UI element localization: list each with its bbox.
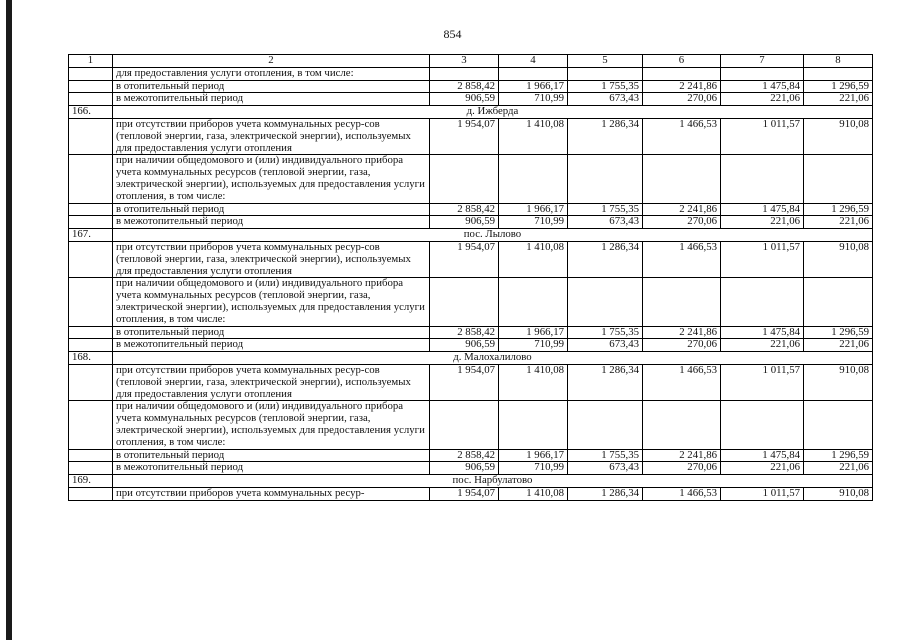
value-cell: [430, 401, 499, 449]
value-cell: 221,06: [804, 216, 873, 229]
description-cell: в отопительный период: [113, 80, 430, 93]
description-cell: при наличии общедомового и (или) индивидуального прибора учета коммунальных ресурсов (тепловой энергии, газа, электрической энергии), используемых для предоставления услуги отопления, в том числе:: [113, 401, 430, 449]
table-row: [69, 326, 873, 339]
tariff-table: [68, 54, 873, 501]
description-cell: в межотопительный период: [113, 462, 430, 475]
value-cell: 1 475,84: [721, 203, 804, 216]
row-number-cell: [69, 93, 113, 106]
description-cell: в отопительный период: [113, 326, 430, 339]
column-header: 7: [721, 55, 804, 68]
value-cell: 1 466,53: [643, 241, 721, 277]
locality-name-cell: пос. Лылово: [113, 229, 873, 242]
value-cell: 1 296,59: [804, 449, 873, 462]
value-cell: [568, 155, 643, 203]
value-cell: 910,08: [804, 118, 873, 154]
section-number-cell: 169.: [69, 475, 113, 488]
table-row: [69, 203, 873, 216]
column-header: 1: [69, 55, 113, 68]
value-cell: 673,43: [568, 462, 643, 475]
value-cell: 1 410,08: [499, 364, 568, 400]
value-cell: [430, 67, 499, 80]
table-row: [69, 278, 873, 326]
value-cell: 906,59: [430, 339, 499, 352]
description-cell: в отопительный период: [113, 449, 430, 462]
row-number-cell: [69, 241, 113, 277]
value-cell: 710,99: [499, 462, 568, 475]
table-row: [69, 462, 873, 475]
page-number: 854: [443, 27, 462, 41]
value-cell: 2 858,42: [430, 80, 499, 93]
column-header: 8: [804, 55, 873, 68]
value-cell: 2 241,86: [643, 203, 721, 216]
value-cell: 270,06: [643, 462, 721, 475]
description-cell: при отсутствии приборов учета коммунальных ресур-сов (тепловой энергии, газа, электрической энергии), используемых для предоставления услуги отопления: [113, 364, 430, 400]
row-number-cell: [69, 364, 113, 400]
column-header: 3: [430, 55, 499, 68]
value-cell: 1 410,08: [499, 487, 568, 500]
column-header: 4: [499, 55, 568, 68]
value-cell: 1 011,57: [721, 118, 804, 154]
description-cell: в межотопительный период: [113, 93, 430, 106]
value-cell: 1 475,84: [721, 326, 804, 339]
header-row: [69, 55, 873, 68]
value-cell: 1 954,07: [430, 364, 499, 400]
column-header: 6: [643, 55, 721, 68]
locality-row: [69, 106, 873, 119]
value-cell: 1 954,07: [430, 487, 499, 500]
row-number-cell: [69, 80, 113, 93]
value-cell: 1 296,59: [804, 326, 873, 339]
table-row: [69, 216, 873, 229]
value-cell: 1 286,34: [568, 487, 643, 500]
locality-row: [69, 475, 873, 488]
value-cell: 673,43: [568, 216, 643, 229]
value-cell: 221,06: [804, 462, 873, 475]
table-row: [69, 401, 873, 449]
value-cell: 2 241,86: [643, 449, 721, 462]
value-cell: [568, 278, 643, 326]
value-cell: 1 296,59: [804, 203, 873, 216]
description-cell: для предоставления услуги отопления, в том числе:: [113, 67, 430, 80]
value-cell: [499, 155, 568, 203]
table-row: [69, 339, 873, 352]
value-cell: 1 755,35: [568, 203, 643, 216]
value-cell: 1 954,07: [430, 241, 499, 277]
description-cell: при отсутствии приборов учета коммунальных ресур-: [113, 487, 430, 500]
row-number-cell: [69, 339, 113, 352]
value-cell: 2 241,86: [643, 80, 721, 93]
value-cell: [643, 278, 721, 326]
description-cell: в межотопительный период: [113, 216, 430, 229]
value-cell: 1 410,08: [499, 118, 568, 154]
table-row: [69, 487, 873, 500]
value-cell: 1 954,07: [430, 118, 499, 154]
value-cell: 1 011,57: [721, 241, 804, 277]
value-cell: 710,99: [499, 339, 568, 352]
value-cell: 710,99: [499, 93, 568, 106]
table-row: [69, 67, 873, 80]
locality-name-cell: пос. Нарбулатово: [113, 475, 873, 488]
table-row: [69, 364, 873, 400]
value-cell: 1 286,34: [568, 241, 643, 277]
value-cell: 1 475,84: [721, 449, 804, 462]
value-cell: 1 466,53: [643, 364, 721, 400]
value-cell: 1 966,17: [499, 80, 568, 93]
value-cell: 1 466,53: [643, 487, 721, 500]
value-cell: [430, 278, 499, 326]
value-cell: [568, 67, 643, 80]
value-cell: 906,59: [430, 216, 499, 229]
value-cell: 1 755,35: [568, 326, 643, 339]
row-number-cell: [69, 203, 113, 216]
table-row: [69, 118, 873, 154]
value-cell: 270,06: [643, 339, 721, 352]
table-row: [69, 93, 873, 106]
value-cell: 221,06: [804, 339, 873, 352]
description-cell: при отсутствии приборов учета коммунальных ресур-сов (тепловой энергии, газа, электрической энергии), используемых для предоставления услуги отопления: [113, 241, 430, 277]
scan-edge-bar: [6, 0, 12, 640]
locality-name-cell: д. Ижберда: [113, 106, 873, 119]
table-row: [69, 155, 873, 203]
value-cell: 910,08: [804, 364, 873, 400]
description-cell: в отопительный период: [113, 203, 430, 216]
value-cell: 1 286,34: [568, 118, 643, 154]
value-cell: 221,06: [721, 216, 804, 229]
value-cell: 1 410,08: [499, 241, 568, 277]
value-cell: [430, 155, 499, 203]
value-cell: 1 475,84: [721, 80, 804, 93]
row-number-cell: [69, 462, 113, 475]
row-number-cell: [69, 278, 113, 326]
value-cell: [643, 401, 721, 449]
locality-row: [69, 352, 873, 365]
table-row: [69, 241, 873, 277]
value-cell: [721, 155, 804, 203]
value-cell: 270,06: [643, 93, 721, 106]
table-body: [69, 55, 873, 501]
value-cell: 221,06: [721, 93, 804, 106]
value-cell: [499, 278, 568, 326]
section-number-cell: 166.: [69, 106, 113, 119]
row-number-cell: [69, 326, 113, 339]
value-cell: 1 966,17: [499, 326, 568, 339]
value-cell: [643, 67, 721, 80]
value-cell: [804, 278, 873, 326]
row-number-cell: [69, 487, 113, 500]
value-cell: 1 466,53: [643, 118, 721, 154]
description-cell: при наличии общедомового и (или) индивидуального прибора учета коммунальных ресурсов (тепловой энергии, газа, электрической энергии), используемых для предоставления услуги отопления, в том числе:: [113, 278, 430, 326]
description-cell: при отсутствии приборов учета коммунальных ресур-сов (тепловой энергии, газа, электрической энергии), используемых для предоставления услуги отопления: [113, 118, 430, 154]
locality-row: [69, 229, 873, 242]
row-number-cell: [69, 67, 113, 80]
value-cell: 910,08: [804, 487, 873, 500]
value-cell: [568, 401, 643, 449]
value-cell: [721, 67, 804, 80]
description-cell: при наличии общедомового и (или) индивидуального прибора учета коммунальных ресурсов (тепловой энергии, газа, электрической энергии), используемых для предоставления услуги отопления, в том числе:: [113, 155, 430, 203]
value-cell: 1 296,59: [804, 80, 873, 93]
value-cell: [721, 278, 804, 326]
value-cell: 221,06: [804, 93, 873, 106]
locality-name-cell: д. Малохалилово: [113, 352, 873, 365]
value-cell: 1 966,17: [499, 203, 568, 216]
row-number-cell: [69, 216, 113, 229]
value-cell: [499, 67, 568, 80]
value-cell: [643, 155, 721, 203]
value-cell: 673,43: [568, 339, 643, 352]
section-number-cell: 167.: [69, 229, 113, 242]
table-row: [69, 80, 873, 93]
value-cell: 270,06: [643, 216, 721, 229]
value-cell: 2 858,42: [430, 203, 499, 216]
value-cell: 2 858,42: [430, 449, 499, 462]
value-cell: 906,59: [430, 462, 499, 475]
value-cell: 906,59: [430, 93, 499, 106]
row-number-cell: [69, 155, 113, 203]
column-header: 5: [568, 55, 643, 68]
value-cell: 910,08: [804, 241, 873, 277]
value-cell: 1 011,57: [721, 487, 804, 500]
row-number-cell: [69, 449, 113, 462]
value-cell: [721, 401, 804, 449]
value-cell: 2 858,42: [430, 326, 499, 339]
value-cell: 673,43: [568, 93, 643, 106]
value-cell: 710,99: [499, 216, 568, 229]
row-number-cell: [69, 118, 113, 154]
value-cell: 1 011,57: [721, 364, 804, 400]
value-cell: 221,06: [721, 462, 804, 475]
value-cell: [804, 401, 873, 449]
value-cell: 1 755,35: [568, 449, 643, 462]
value-cell: 1 966,17: [499, 449, 568, 462]
row-number-cell: [69, 401, 113, 449]
value-cell: [499, 401, 568, 449]
value-cell: [804, 67, 873, 80]
column-header: 2: [113, 55, 430, 68]
table-row: [69, 449, 873, 462]
value-cell: [804, 155, 873, 203]
value-cell: 1 286,34: [568, 364, 643, 400]
value-cell: 1 755,35: [568, 80, 643, 93]
section-number-cell: 168.: [69, 352, 113, 365]
value-cell: 221,06: [721, 339, 804, 352]
value-cell: 2 241,86: [643, 326, 721, 339]
description-cell: в межотопительный период: [113, 339, 430, 352]
